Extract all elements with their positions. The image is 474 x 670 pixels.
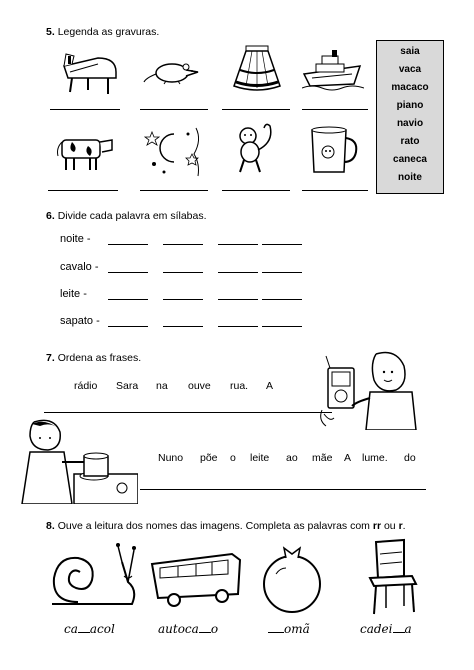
snail-image	[48, 542, 142, 612]
ex6-instruction: Divide cada palavra em sílabas.	[57, 210, 207, 222]
word-bank-item: navio	[396, 118, 424, 129]
word-bank-item: noite	[398, 172, 422, 183]
fill-blank[interactable]	[393, 632, 405, 633]
partial-word-pomegranate	[268, 622, 310, 636]
bus-image	[148, 550, 244, 610]
sentence-word: na	[156, 380, 168, 392]
sentence-word: Sara	[116, 380, 139, 392]
syllable-blank[interactable]	[163, 299, 203, 300]
word-bank-item: macaco	[391, 82, 429, 93]
syllable-blank[interactable]	[218, 244, 258, 245]
ex7-title	[46, 352, 141, 364]
syllable-blank[interactable]	[108, 299, 148, 300]
syllable-word: leite -	[60, 288, 87, 300]
sentence-word: mãe	[312, 452, 333, 464]
syllable-blank[interactable]	[163, 244, 203, 245]
sentence-word: do	[404, 452, 416, 464]
sentence-word: A	[344, 452, 352, 464]
ship-image	[302, 48, 364, 92]
answer-line-monkey[interactable]	[222, 190, 290, 191]
syllable-blank[interactable]	[163, 272, 203, 273]
answer-line-ship[interactable]	[302, 109, 368, 110]
ex5-instruction: Legenda as gravuras.	[57, 26, 160, 38]
ex8-title	[46, 520, 406, 532]
ex8-instruction: Ouve a leitura dos nomes das imagens. Completa as palavras com	[57, 520, 370, 532]
monkey-image	[230, 122, 278, 178]
piano-image	[58, 48, 122, 98]
syllable-blank[interactable]	[108, 326, 148, 327]
syllable-blank[interactable]	[262, 244, 302, 245]
ex6-title	[46, 210, 207, 222]
girl-radio-image	[316, 350, 420, 430]
syllable-blank[interactable]	[218, 272, 258, 273]
skirt-image	[230, 42, 284, 96]
ex8-r: r	[398, 520, 403, 532]
ex7-number: 7.	[46, 352, 55, 364]
rat-image	[142, 56, 208, 86]
word-bank-item: vaca	[398, 64, 422, 75]
syllable-blank[interactable]	[218, 326, 258, 327]
cow-image	[54, 128, 116, 174]
sentence-word: ouve	[188, 380, 211, 392]
partial-word-chair	[360, 622, 412, 636]
pomegranate-image	[256, 544, 328, 614]
syllable-word: cavalo -	[60, 261, 99, 273]
partial-prefix: autoca	[158, 622, 199, 636]
word-bank-item: piano	[396, 100, 424, 111]
partial-word-snail	[64, 622, 115, 636]
sentence-word: rádio	[74, 380, 98, 392]
answer-line-mug[interactable]	[302, 190, 368, 191]
answer-line-sentence-1[interactable]	[44, 412, 332, 413]
answer-line-piano[interactable]	[50, 109, 120, 110]
partial-suffix: acol	[89, 622, 115, 636]
fill-blank[interactable]	[199, 632, 211, 633]
answer-line-rat[interactable]	[140, 109, 208, 110]
syllable-blank[interactable]	[262, 326, 302, 327]
ex6-number: 6.	[46, 210, 55, 222]
fill-blank[interactable]	[78, 632, 90, 633]
word-bank-item: saia	[400, 46, 420, 57]
scrambled-sentence-2	[0, 452, 474, 466]
syllable-blank[interactable]	[108, 244, 148, 245]
ex7-instruction: Ordena as frases.	[57, 352, 142, 364]
ex8-or: ou	[383, 520, 396, 532]
partial-prefix: ca	[64, 622, 78, 636]
partial-suffix: a	[404, 622, 412, 636]
sentence-word: põe	[200, 452, 218, 464]
answer-line-cow[interactable]	[48, 190, 118, 191]
sentence-word: rua.	[230, 380, 249, 392]
fill-blank[interactable]	[268, 632, 284, 633]
ex5-title	[46, 26, 159, 38]
sentence-word: Nuno	[158, 452, 184, 464]
ex8-period: .	[402, 520, 406, 532]
syllable-blank[interactable]	[218, 299, 258, 300]
partial-word-bus	[158, 622, 218, 636]
answer-line-skirt[interactable]	[222, 109, 290, 110]
ex8-rr: rr	[372, 520, 382, 532]
night-image	[144, 124, 208, 178]
syllable-blank[interactable]	[262, 299, 302, 300]
ex8-number: 8.	[46, 520, 55, 532]
syllable-word: noite -	[60, 233, 91, 245]
answer-line-night[interactable]	[140, 190, 208, 191]
syllable-word: sapato -	[60, 315, 100, 327]
sentence-word: leite	[250, 452, 270, 464]
sentence-word: o	[230, 452, 236, 464]
word-bank-item: caneca	[393, 154, 427, 165]
syllable-blank[interactable]	[262, 272, 302, 273]
sentence-word: A	[266, 380, 274, 392]
word-bank	[376, 40, 444, 194]
partial-suffix: omã	[284, 622, 310, 636]
syllable-blank[interactable]	[108, 272, 148, 273]
partial-prefix: cadei	[360, 622, 393, 636]
ex5-number: 5.	[46, 26, 55, 38]
syllable-blank[interactable]	[163, 326, 203, 327]
sentence-word: lume.	[362, 452, 388, 464]
chair-image	[364, 536, 422, 616]
sentence-word: ao	[286, 452, 298, 464]
partial-suffix: o	[210, 622, 219, 636]
word-bank-item: rato	[400, 136, 420, 147]
mug-image	[306, 124, 360, 176]
answer-line-sentence-2[interactable]	[140, 489, 426, 490]
